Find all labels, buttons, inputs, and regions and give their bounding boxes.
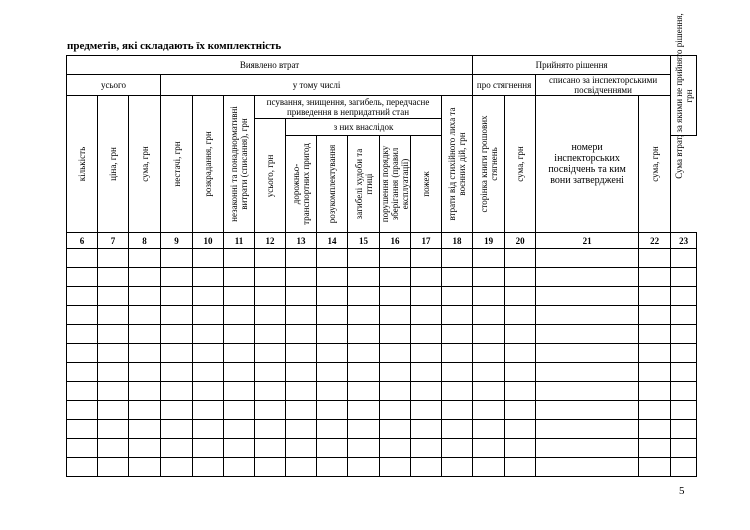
header-pro-stiahnennia: про стягнення — [473, 75, 536, 96]
table-cell — [473, 420, 505, 439]
table-cell — [639, 268, 671, 287]
table-cell — [129, 401, 161, 420]
table-cell — [442, 344, 473, 363]
table-cell — [317, 287, 348, 306]
table-cell — [380, 458, 411, 477]
table-cell — [639, 249, 671, 268]
header-col-15 — [348, 136, 380, 233]
column-numbers-row — [67, 233, 697, 249]
table-cell — [161, 325, 193, 344]
table-cell — [193, 458, 224, 477]
table-row — [67, 344, 697, 363]
table-cell — [639, 420, 671, 439]
table-cell — [442, 287, 473, 306]
header-suma-22-label: сума, грн — [649, 146, 660, 182]
table-cell — [98, 287, 129, 306]
header-col-18 — [442, 96, 473, 233]
header-col-14 — [317, 136, 348, 233]
header-col-20 — [505, 96, 536, 233]
table-cell — [224, 344, 255, 363]
table-cell — [473, 363, 505, 382]
table-cell — [193, 287, 224, 306]
table-cell — [639, 325, 671, 344]
table-cell — [286, 344, 317, 363]
header-usoho-grn-label: усього, грн — [265, 154, 275, 197]
column-number: 9 — [161, 233, 193, 249]
header-col-11 — [224, 96, 255, 233]
header-storinka-label: сторінка книги грошових стягнень — [478, 115, 499, 213]
header-vtraty-styhiinoho-label: втрати від стихійного лиха та воєнних дій, грн — [447, 107, 468, 221]
table-cell — [98, 306, 129, 325]
table-row — [67, 439, 697, 458]
table-cell — [348, 458, 380, 477]
table-cell — [317, 306, 348, 325]
table-cell — [255, 363, 286, 382]
table-cell — [129, 268, 161, 287]
table-cell — [224, 268, 255, 287]
table-cell — [98, 420, 129, 439]
table-cell — [473, 306, 505, 325]
table-row — [67, 268, 697, 287]
table-cell — [536, 306, 639, 325]
header-suma-ne-pryiniato-label: Сума втрат, за якими не прийнято рішення, грн — [673, 12, 694, 179]
column-number: 22 — [639, 233, 671, 249]
table-cell — [67, 458, 98, 477]
table-cell — [411, 344, 442, 363]
table-cell — [317, 458, 348, 477]
table-cell — [442, 382, 473, 401]
table-cell — [129, 325, 161, 344]
table-cell — [348, 420, 380, 439]
table-cell — [348, 325, 380, 344]
table-cell — [639, 439, 671, 458]
header-rozukompl-label: розукомплектування — [327, 144, 337, 224]
header-col-22 — [639, 96, 671, 233]
table-cell — [380, 420, 411, 439]
table-cell — [442, 325, 473, 344]
table-cell — [380, 382, 411, 401]
table-cell — [224, 287, 255, 306]
table-cell — [671, 344, 697, 363]
table-cell — [317, 249, 348, 268]
table-cell — [639, 363, 671, 382]
table-cell — [255, 382, 286, 401]
column-number: 7 — [98, 233, 129, 249]
table-cell — [348, 268, 380, 287]
column-number: 16 — [380, 233, 411, 249]
header-suma-20-label: сума, грн — [515, 146, 526, 182]
header-spysano: списано за інспекторськими посвідченнями — [536, 75, 671, 96]
header-col-13 — [286, 136, 317, 233]
table-cell — [255, 287, 286, 306]
table-cell — [255, 268, 286, 287]
table-cell — [348, 382, 380, 401]
table-cell — [536, 325, 639, 344]
table-cell — [380, 306, 411, 325]
header-col-23 — [671, 12, 697, 179]
table-cell — [473, 325, 505, 344]
table-cell — [286, 401, 317, 420]
table-cell — [380, 268, 411, 287]
table-cell — [98, 344, 129, 363]
table-cell — [411, 439, 442, 458]
column-number: 13 — [286, 233, 317, 249]
table-cell — [98, 268, 129, 287]
table-cell — [98, 439, 129, 458]
table-cell — [411, 268, 442, 287]
column-number: 14 — [317, 233, 348, 249]
header-suma-label: сума, грн — [139, 146, 150, 182]
header-u-tomu-chysli: у тому числі — [161, 75, 473, 96]
table-cell — [411, 325, 442, 344]
table-cell — [536, 382, 639, 401]
table-cell — [317, 268, 348, 287]
table-cell — [286, 363, 317, 382]
header-rozkradannia-label: розкрадання, грн — [203, 131, 213, 197]
table-cell — [671, 458, 697, 477]
table-cell — [98, 325, 129, 344]
header-pryiniato: Прийнято рішення — [473, 56, 671, 75]
table-cell — [348, 344, 380, 363]
table-cell — [129, 287, 161, 306]
table-cell — [286, 306, 317, 325]
table-cell — [286, 325, 317, 344]
table-cell — [255, 325, 286, 344]
table-cell — [442, 306, 473, 325]
table-cell — [286, 382, 317, 401]
table-cell — [639, 344, 671, 363]
table-cell — [193, 420, 224, 439]
table-cell — [286, 439, 317, 458]
header-col-10 — [193, 96, 224, 233]
table-cell — [505, 363, 536, 382]
table-cell — [348, 401, 380, 420]
table-cell — [224, 382, 255, 401]
column-number: 8 — [129, 233, 161, 249]
column-number: 21 — [536, 233, 639, 249]
table-cell — [161, 287, 193, 306]
table-cell — [161, 344, 193, 363]
table-cell — [536, 268, 639, 287]
table-cell — [193, 401, 224, 420]
table-cell — [317, 344, 348, 363]
table-cell — [505, 344, 536, 363]
table-cell — [671, 401, 697, 420]
table-cell — [473, 249, 505, 268]
header-zahybeli-label: загибелі худоби та птиці — [353, 148, 374, 220]
table-cell — [161, 268, 193, 287]
header-vyyavleno: Виявлено втрат — [67, 56, 473, 75]
table-cell — [224, 458, 255, 477]
table-cell — [671, 382, 697, 401]
table-cell — [671, 439, 697, 458]
table-cell — [473, 439, 505, 458]
header-col-7 — [98, 96, 129, 233]
table-cell — [98, 249, 129, 268]
table-cell — [317, 401, 348, 420]
table-cell — [129, 439, 161, 458]
table-cell — [473, 268, 505, 287]
table-cell — [505, 439, 536, 458]
table-cell — [505, 458, 536, 477]
table-row — [67, 363, 697, 382]
column-number: 6 — [67, 233, 98, 249]
table-cell — [255, 439, 286, 458]
header-col-17 — [411, 136, 442, 233]
table-cell — [671, 287, 697, 306]
header-col-8 — [129, 96, 161, 233]
table-cell — [67, 439, 98, 458]
table-cell — [536, 401, 639, 420]
table-cell — [671, 325, 697, 344]
table-cell — [671, 306, 697, 325]
header-z-nykh: з них внаслідок — [286, 119, 442, 136]
header-nomery: номери інспекторських посвідчень та ким вони затверджені — [536, 96, 639, 233]
table-cell — [536, 344, 639, 363]
table-cell — [442, 458, 473, 477]
table-cell — [67, 382, 98, 401]
table-cell — [224, 420, 255, 439]
header-nezakonni-label: незаконні та понаднормативні витрати (списання), грн — [229, 106, 249, 222]
column-number: 19 — [473, 233, 505, 249]
table-cell — [639, 401, 671, 420]
table-cell — [224, 306, 255, 325]
table-cell — [224, 249, 255, 268]
table-cell — [67, 268, 98, 287]
table-row — [67, 420, 697, 439]
table-cell — [67, 287, 98, 306]
table-cell — [67, 420, 98, 439]
header-col-9 — [161, 96, 193, 233]
table-cell — [224, 325, 255, 344]
table-cell — [348, 249, 380, 268]
header-kilkist-label: кількість — [77, 146, 87, 182]
table-cell — [193, 325, 224, 344]
table-row — [67, 306, 697, 325]
table-cell — [67, 249, 98, 268]
table-cell — [411, 420, 442, 439]
table-cell — [442, 249, 473, 268]
page-number: 5 — [679, 485, 685, 497]
table-cell — [411, 306, 442, 325]
header-col-12 — [255, 119, 286, 233]
table-row — [67, 458, 697, 477]
table-row — [67, 287, 697, 306]
table-cell — [161, 439, 193, 458]
table-cell — [129, 458, 161, 477]
table-cell — [224, 363, 255, 382]
header-dorozhno-label: дорожньо-транспортних пригод — [291, 143, 311, 225]
table-cell — [129, 306, 161, 325]
table-cell — [505, 249, 536, 268]
table-cell — [193, 439, 224, 458]
table-cell — [348, 439, 380, 458]
header-porushennia-label: порушення порядку зберігання (правил експлуатації) — [380, 145, 410, 223]
column-number: 11 — [224, 233, 255, 249]
table-cell — [255, 306, 286, 325]
table-cell — [98, 401, 129, 420]
empty-rows — [67, 249, 697, 477]
table-row — [67, 325, 697, 344]
column-number: 10 — [193, 233, 224, 249]
table-cell — [671, 420, 697, 439]
table-cell — [317, 420, 348, 439]
table-cell — [473, 401, 505, 420]
table-cell — [255, 344, 286, 363]
header-tsina-label: ціна, грн — [108, 147, 118, 181]
table-cell — [671, 268, 697, 287]
table-cell — [129, 344, 161, 363]
table-cell — [411, 458, 442, 477]
table-cell — [317, 363, 348, 382]
table-row — [67, 382, 697, 401]
table-cell — [193, 382, 224, 401]
table-cell — [380, 344, 411, 363]
page-title: предметів, які складають їх комплектність — [67, 40, 282, 52]
table-cell — [411, 382, 442, 401]
table-cell — [639, 382, 671, 401]
table-cell — [473, 344, 505, 363]
table-cell — [317, 439, 348, 458]
table-cell — [286, 420, 317, 439]
table-cell — [161, 458, 193, 477]
table-cell — [442, 268, 473, 287]
table-cell — [473, 382, 505, 401]
header-pozhezh-label: пожеж — [421, 171, 431, 197]
table-cell — [411, 363, 442, 382]
table-cell — [348, 306, 380, 325]
table-cell — [161, 306, 193, 325]
table-cell — [536, 420, 639, 439]
table-cell — [286, 287, 317, 306]
table-cell — [161, 401, 193, 420]
table-cell — [67, 344, 98, 363]
table-cell — [193, 249, 224, 268]
table-cell — [380, 249, 411, 268]
table-cell — [380, 287, 411, 306]
table-cell — [255, 458, 286, 477]
table-cell — [161, 249, 193, 268]
table-cell — [411, 401, 442, 420]
table-cell — [224, 439, 255, 458]
column-number: 23 — [671, 233, 697, 249]
table-cell — [442, 420, 473, 439]
table-cell — [161, 382, 193, 401]
table-cell — [380, 325, 411, 344]
table-cell — [442, 439, 473, 458]
table-cell — [286, 268, 317, 287]
column-number: 12 — [255, 233, 286, 249]
table-cell — [286, 249, 317, 268]
table-cell — [505, 401, 536, 420]
table-cell — [505, 268, 536, 287]
table-cell — [348, 287, 380, 306]
table-cell — [639, 458, 671, 477]
table-cell — [505, 287, 536, 306]
table-cell — [536, 249, 639, 268]
table-cell — [473, 287, 505, 306]
header-col-19 — [473, 96, 505, 233]
table-cell — [442, 401, 473, 420]
table-cell — [224, 401, 255, 420]
table-cell — [98, 458, 129, 477]
table-cell — [317, 325, 348, 344]
table-cell — [67, 363, 98, 382]
table-cell — [380, 401, 411, 420]
column-number: 20 — [505, 233, 536, 249]
table-cell — [473, 458, 505, 477]
column-number: 18 — [442, 233, 473, 249]
table-cell — [255, 401, 286, 420]
table-cell — [536, 439, 639, 458]
table-cell — [67, 306, 98, 325]
table-cell — [255, 249, 286, 268]
table-cell — [67, 325, 98, 344]
header-col-6 — [67, 96, 98, 233]
table-cell — [380, 363, 411, 382]
table-cell — [380, 439, 411, 458]
table-cell — [193, 268, 224, 287]
table-cell — [639, 306, 671, 325]
table-cell — [129, 249, 161, 268]
table-cell — [317, 382, 348, 401]
table-cell — [536, 458, 639, 477]
table-cell — [193, 344, 224, 363]
table-cell — [505, 306, 536, 325]
table-row — [67, 249, 697, 268]
table-cell — [639, 287, 671, 306]
table-cell — [442, 363, 473, 382]
header-nestachi-label: нестачі, грн — [171, 141, 182, 187]
header-usoho: усього — [67, 75, 161, 96]
table-cell — [129, 363, 161, 382]
table-cell — [193, 306, 224, 325]
table-cell — [129, 420, 161, 439]
table-cell — [505, 382, 536, 401]
table-cell — [98, 363, 129, 382]
table-cell — [411, 287, 442, 306]
column-number: 17 — [411, 233, 442, 249]
table-cell — [505, 325, 536, 344]
table-cell — [193, 363, 224, 382]
header-col-16 — [380, 136, 411, 233]
table-cell — [348, 363, 380, 382]
table-cell — [671, 363, 697, 382]
table-cell — [129, 382, 161, 401]
table-cell — [67, 401, 98, 420]
table-cell — [98, 382, 129, 401]
column-number: 15 — [348, 233, 380, 249]
table-cell — [536, 363, 639, 382]
table-cell — [411, 249, 442, 268]
table-cell — [286, 458, 317, 477]
table-cell — [671, 249, 697, 268]
table-cell — [505, 420, 536, 439]
table-cell — [255, 420, 286, 439]
table-cell — [161, 363, 193, 382]
header-psuvannia: псування, знищення, загибель, передчасне приведення в непридатний стан — [255, 96, 442, 119]
table-cell — [161, 420, 193, 439]
table-row — [67, 401, 697, 420]
table-cell — [536, 287, 639, 306]
